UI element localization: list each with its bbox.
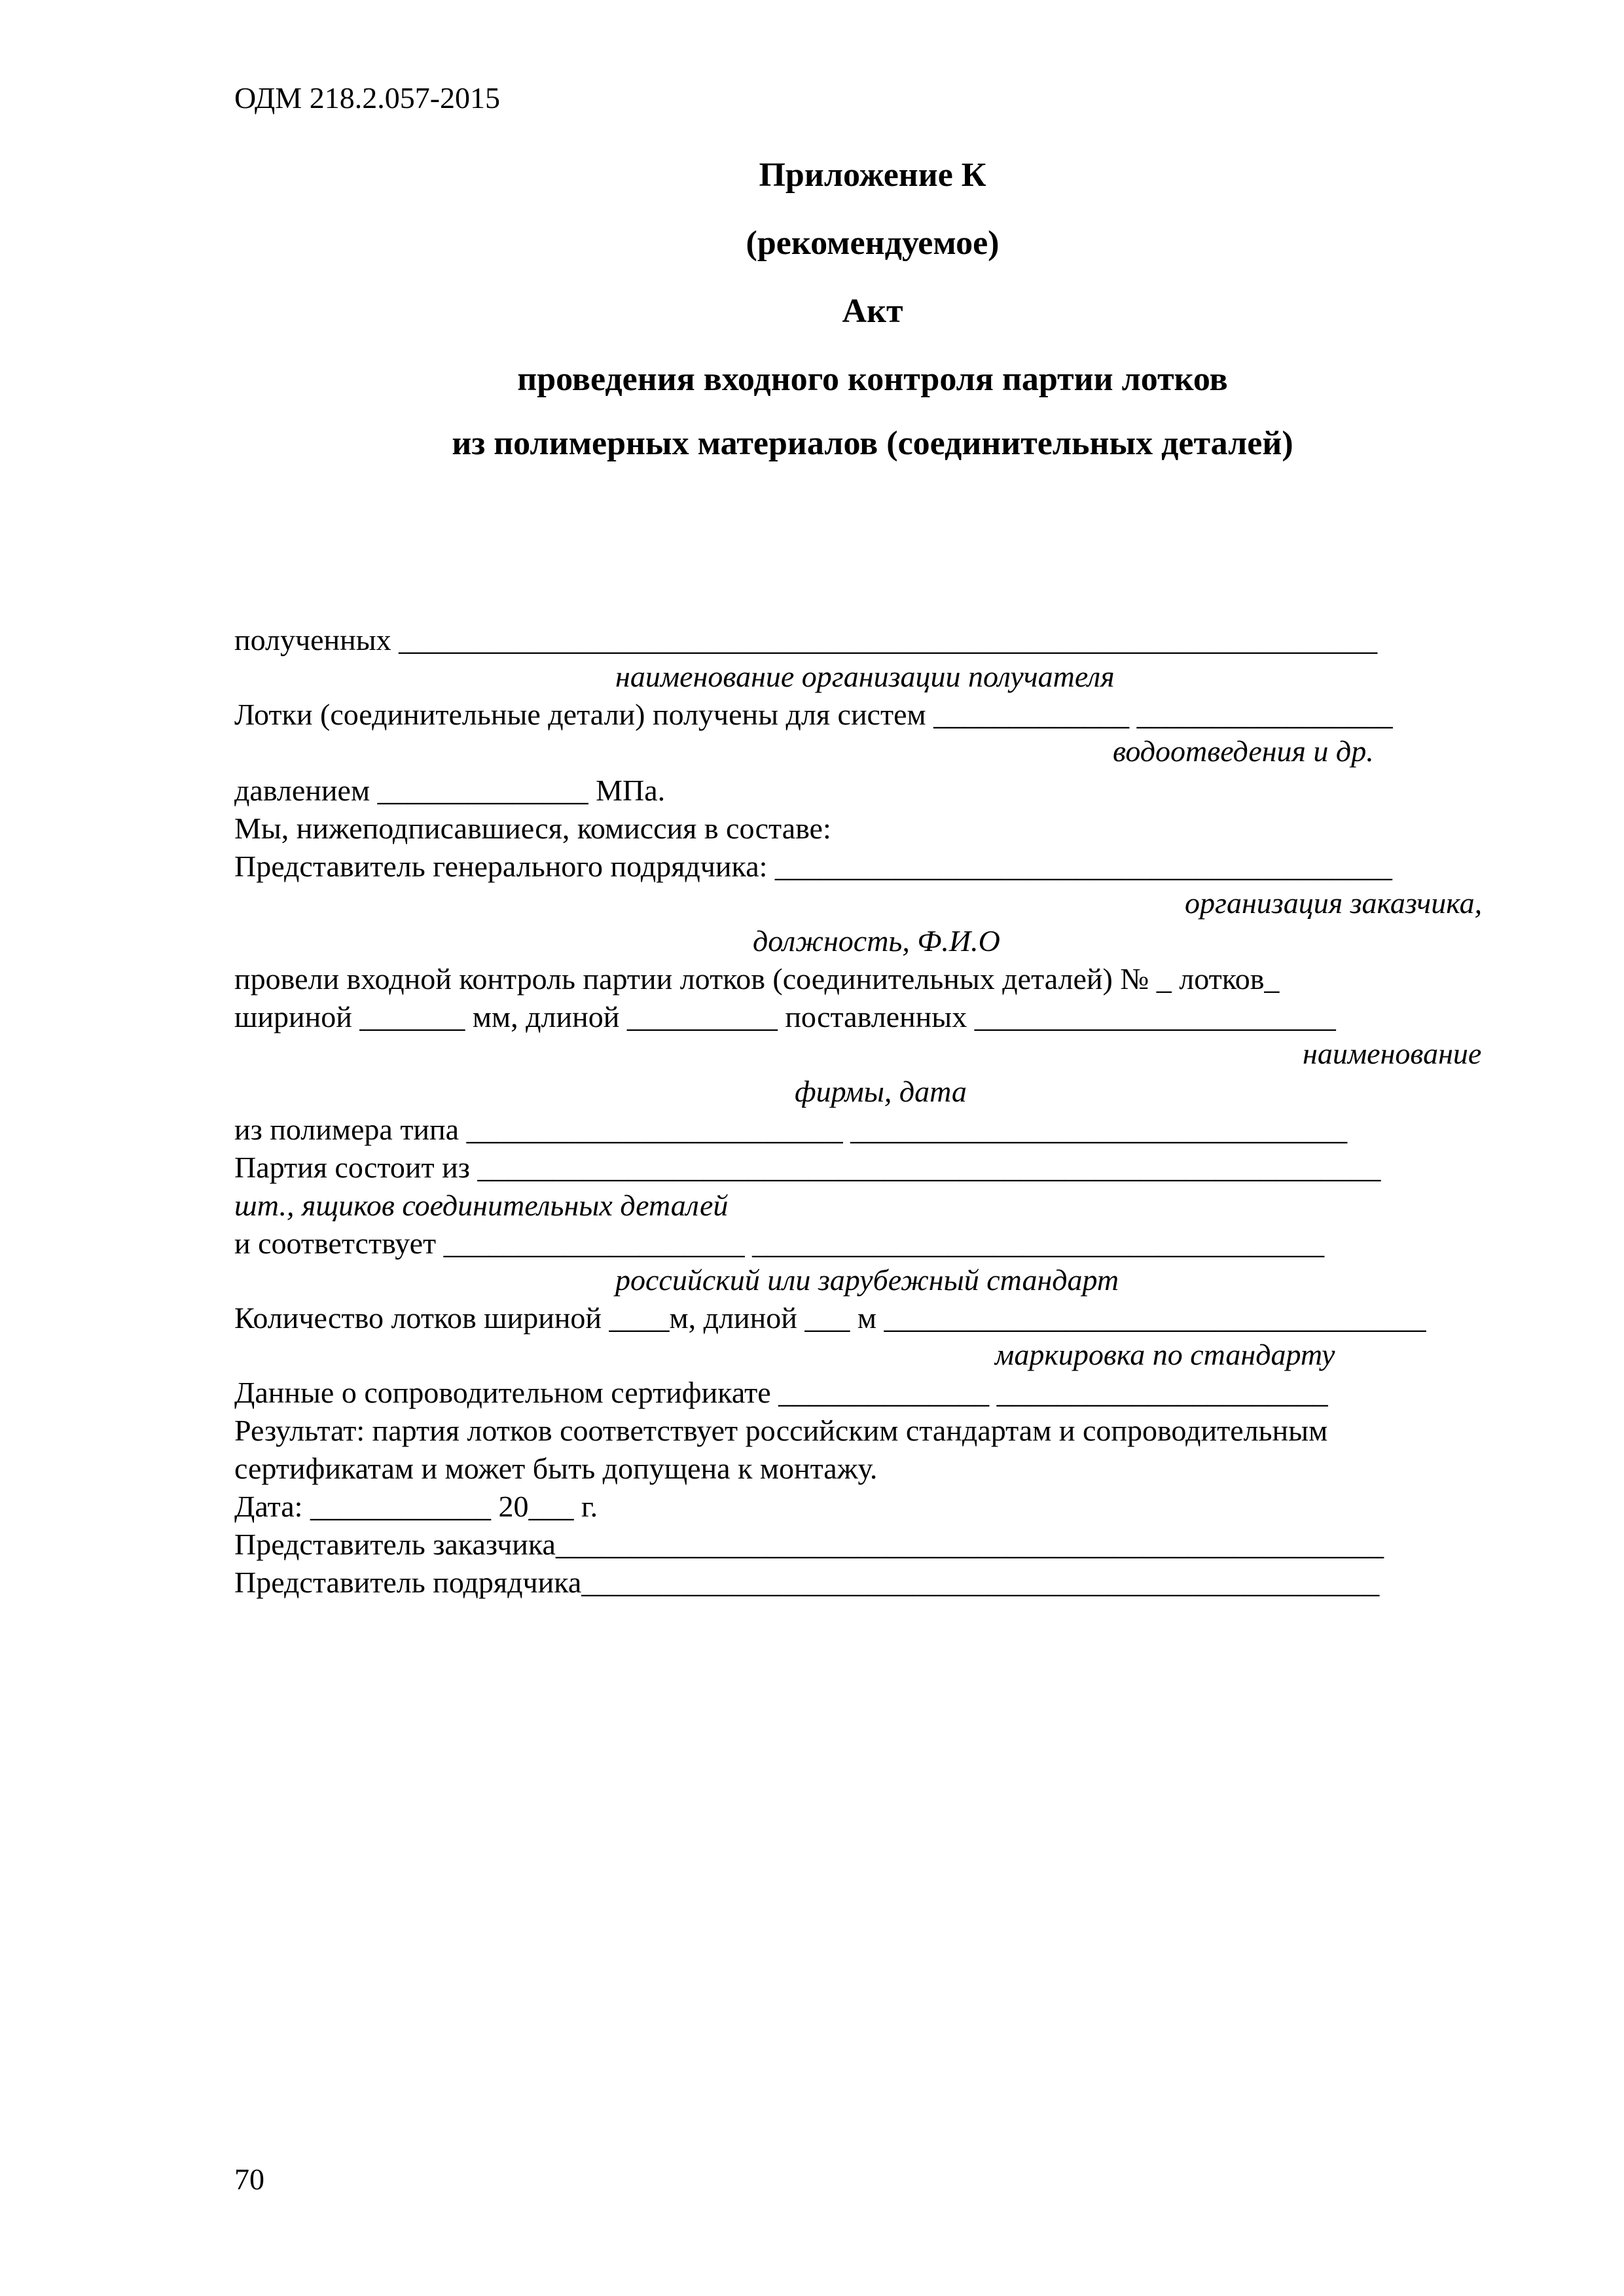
document-code: ОДМ 218.2.057-2015 xyxy=(234,81,501,115)
certificate-data-line: Данные о сопроводительном сертификате ______________ ______________________ xyxy=(234,1376,1328,1409)
received-line: полученных _________________________________________________________________ xyxy=(234,623,1378,656)
firm-date-hint: фирмы, дата xyxy=(795,1075,967,1108)
standard-hint: российский или зарубежный стандарт xyxy=(615,1263,1119,1297)
pieces-hint: шт., ящиков соединительных деталей xyxy=(234,1189,729,1222)
result-line-1: Результат: партия лотков соответствует российским стандартам и сопроводительным xyxy=(234,1414,1328,1447)
contractor-rep-line: Представитель подрядчика_____________________________________________________ xyxy=(234,1566,1380,1599)
appendix-title: Приложение К xyxy=(759,156,986,194)
appendix-status: (рекомендуемое) xyxy=(746,224,1000,262)
conducted-control-line: провели входной контроль партии лотков (соединительных деталей) № _ лотков_ xyxy=(234,962,1280,996)
width-length-supplied-line: шириной _______ мм, длиной __________ поставленных ________________________ xyxy=(234,1000,1336,1033)
act-subtitle-line-2: из полимерных материалов (соединительных деталей) xyxy=(452,425,1293,462)
result-line-2: сертификатам и может быть допущена к монтажу. xyxy=(234,1452,878,1485)
recipient-org-hint: наименование организации получателя xyxy=(615,660,1115,693)
customer-rep-line: Представитель заказчика_______________________________________________________ xyxy=(234,1528,1384,1561)
firm-name-hint: наименование xyxy=(1303,1037,1482,1070)
trays-count-line: Количество лотков шириной ____м, длиной ___ м ____________________________________ xyxy=(234,1301,1426,1335)
batch-consists-line: Партия состоит из ____________________________________________________________ xyxy=(234,1151,1381,1184)
marking-hint: маркировка по стандарту xyxy=(995,1338,1335,1371)
position-name-hint: должность, Ф.И.О xyxy=(753,924,1000,958)
polymer-type-line: из полимера типа _________________________ _________________________________ xyxy=(234,1113,1348,1146)
act-subtitle-line-1: проведения входного контроля партии лотков xyxy=(517,361,1228,398)
customer-org-hint: организация заказчика, xyxy=(1185,886,1483,920)
page-number: 70 xyxy=(234,2162,264,2196)
commission-line: Мы, нижеподписавшиеся, комиссия в составе: xyxy=(234,812,831,845)
date-line: Дата: ____________ 20___ г. xyxy=(234,1490,598,1523)
trays-received-for-line: Лотки (соединительные детали) получены для систем _____________ _________________ xyxy=(234,698,1393,731)
general-contractor-rep-line: Представитель генерального подрядчика: _________________________________________ xyxy=(234,850,1392,883)
pressure-line: давлением ______________ МПа. xyxy=(234,774,666,807)
complies-with-line: и соответствует ____________________ ______________________________________ xyxy=(234,1227,1325,1260)
systems-hint: водоотведения и др. xyxy=(1113,734,1374,768)
act-title: Акт xyxy=(842,293,903,330)
